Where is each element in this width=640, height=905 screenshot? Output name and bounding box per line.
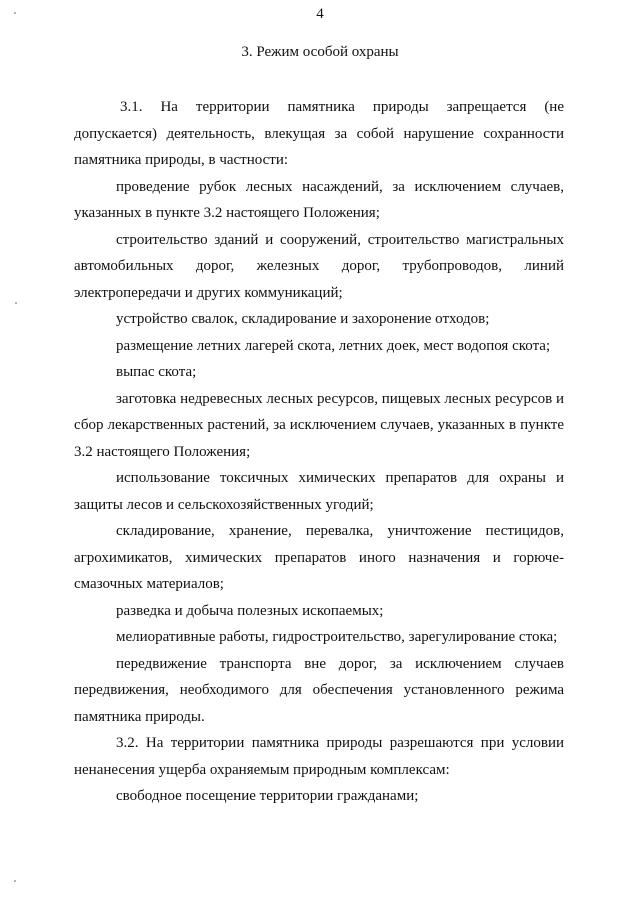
paragraph-list-item: заготовка недревесных лесных ресурсов, пищевых лесных ресурсов и сбор лекарственных растений, за исключением случаев, указанных в пункте 3.2 настоящего Положения; [74,390,564,460]
paragraph-list-item: передвижение транспорта вне дорог, за исключением случаев передвижения, необходимого для обеспечения установленного режима памятника природы. [74,655,564,725]
paragraph-list-item: проведение рубок лесных насаждений, за исключением случаев, указанных в пункте 3.2 настоящего Положения; [74,178,564,221]
scan-speck [14,880,16,882]
document-body [74,94,564,810]
page-number: 4 [316,6,324,22]
paragraph-list-item: мелиоративные работы, гидростроительство, зарегулирование стока; [116,629,558,645]
paragraph-list-item: использование токсичных химических препаратов для охраны и защиты лесов и сельскохозяйственных угодий; [74,470,564,513]
paragraph-list-item: свободное посещение территории гражданами; [116,788,419,804]
paragraph-list-item: строительство зданий и сооружений, строительство магистральных автомобильных дорог, железных дорог, трубопроводов, линий электропередачи и других коммуникаций; [74,231,564,301]
section-title: 3. Режим особой охраны [241,44,399,60]
paragraph-3-2-intro: 3.2. На территории памятника природы разрешаются при условии ненанесения ущерба охраняемым природным комплексам: [74,735,564,778]
paragraph-3-1-intro: 3.1. На территории памятника природы запрещается (не допускается) деятельность, влекущая за собой нарушение сохранности памятника природы, в частности: [74,99,564,168]
paragraph-list-item: складирование, хранение, перевалка, уничтожение пестицидов, агрохимикатов, химических препаратов иного назначения и горюче-смазочных материалов; [74,523,564,592]
paragraph-list-item: устройство свалок, складирование и захоронение отходов; [116,311,490,327]
paragraph-list-item: выпас скота; [116,364,197,380]
paragraph-list-item: разведка и добыча полезных ископаемых; [116,602,384,619]
scan-speck [15,302,17,304]
paragraph-list-item: размещение летних лагерей скота, летних доек, мест водопоя скота; [116,337,551,354]
